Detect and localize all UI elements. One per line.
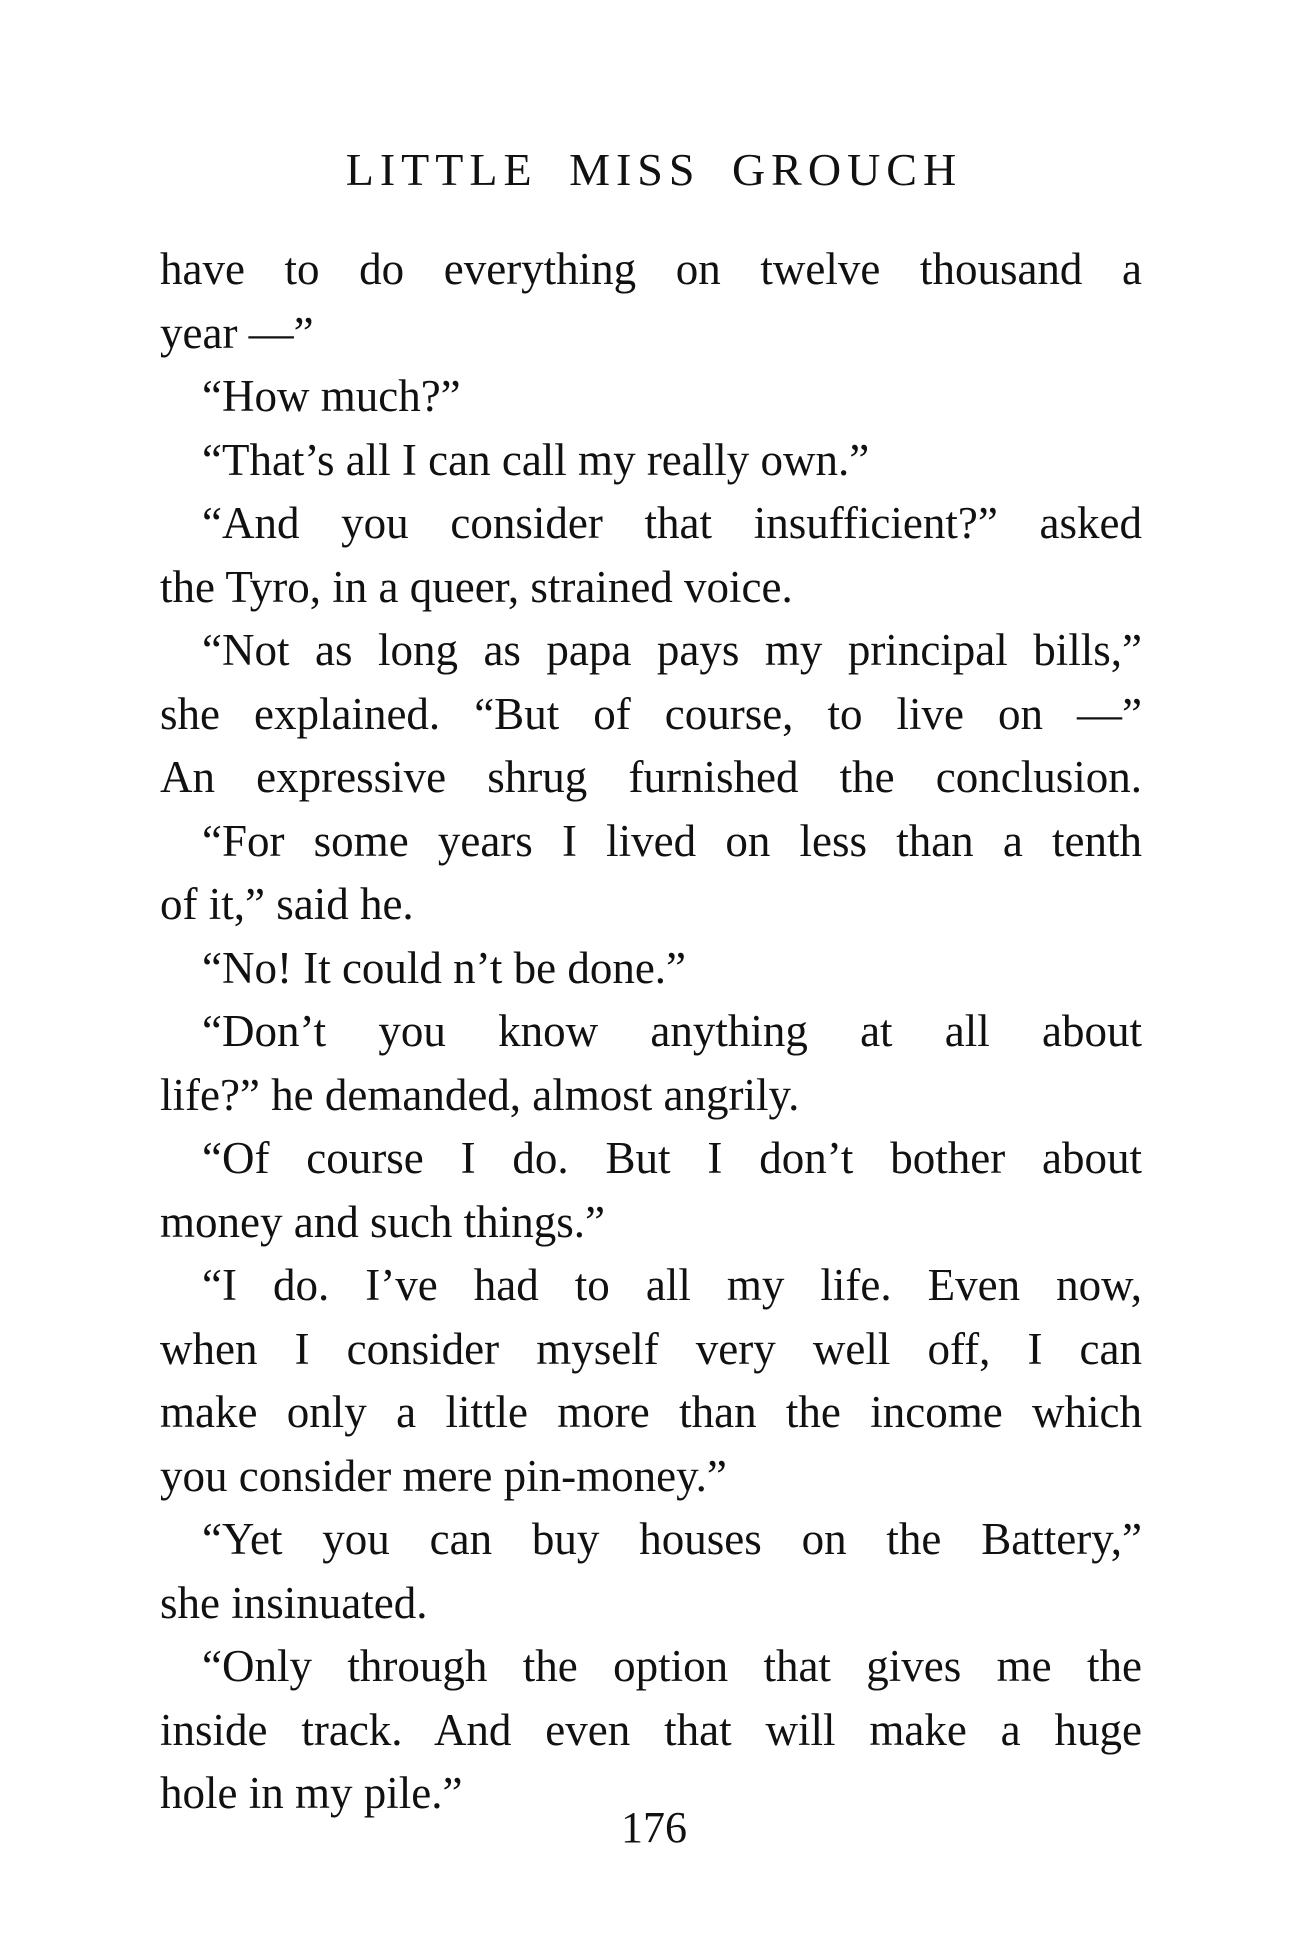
text-line: money and such things.” [160, 1196, 605, 1247]
body-text [160, 238, 1142, 1826]
text-line: have to do everything on twelve thousand a [160, 244, 1142, 294]
text-line: of it,” said he. [160, 879, 414, 929]
text-line: life?” he demanded, almost angrily. [160, 1069, 800, 1120]
text-line: you consider mere pin-money.” [160, 1450, 727, 1501]
text-line: “How much?” [202, 371, 461, 421]
text-line: “I do. I’ve had to all my life. Even now, [202, 1260, 1142, 1310]
text-line: hole in my pile.” [160, 1768, 463, 1818]
text-line: she insinuated. [160, 1577, 428, 1628]
text-line: “And you consider that insufficient?” asked [202, 498, 1142, 548]
text-line: she explained. “But of course, to live on —” [160, 688, 1142, 739]
text-line: “Not as long as papa pays my principal bills,” [202, 625, 1142, 675]
page-number: 176 [621, 1803, 687, 1852]
text-line: “Don’t you know anything at all about [202, 1006, 1142, 1056]
running-head: LITTLE MISS GROUCH [345, 144, 963, 195]
text-line: “Of course I do. But I don’t bother about [202, 1133, 1142, 1183]
text-line: “No! It could n’t be done.” [202, 942, 687, 993]
text-line: “Yet you can buy houses on the Battery,” [202, 1514, 1142, 1564]
text-line: “That’s all I can call my really own.” [202, 434, 870, 485]
text-line: year —” [160, 307, 314, 358]
text-line: make only a little more than the income which [160, 1387, 1142, 1437]
text-line: “Only through the option that gives me the [202, 1641, 1142, 1691]
text-line: “For some years I lived on less than a tenth [202, 815, 1142, 866]
text-line: An expressive shrug furnished the conclusion. [160, 752, 1142, 802]
text-line: inside track. And even that will make a huge [160, 1704, 1142, 1755]
text-line: when I consider myself very well off, I can [160, 1323, 1142, 1374]
text-line: the Tyro, in a queer, strained voice. [160, 561, 793, 612]
